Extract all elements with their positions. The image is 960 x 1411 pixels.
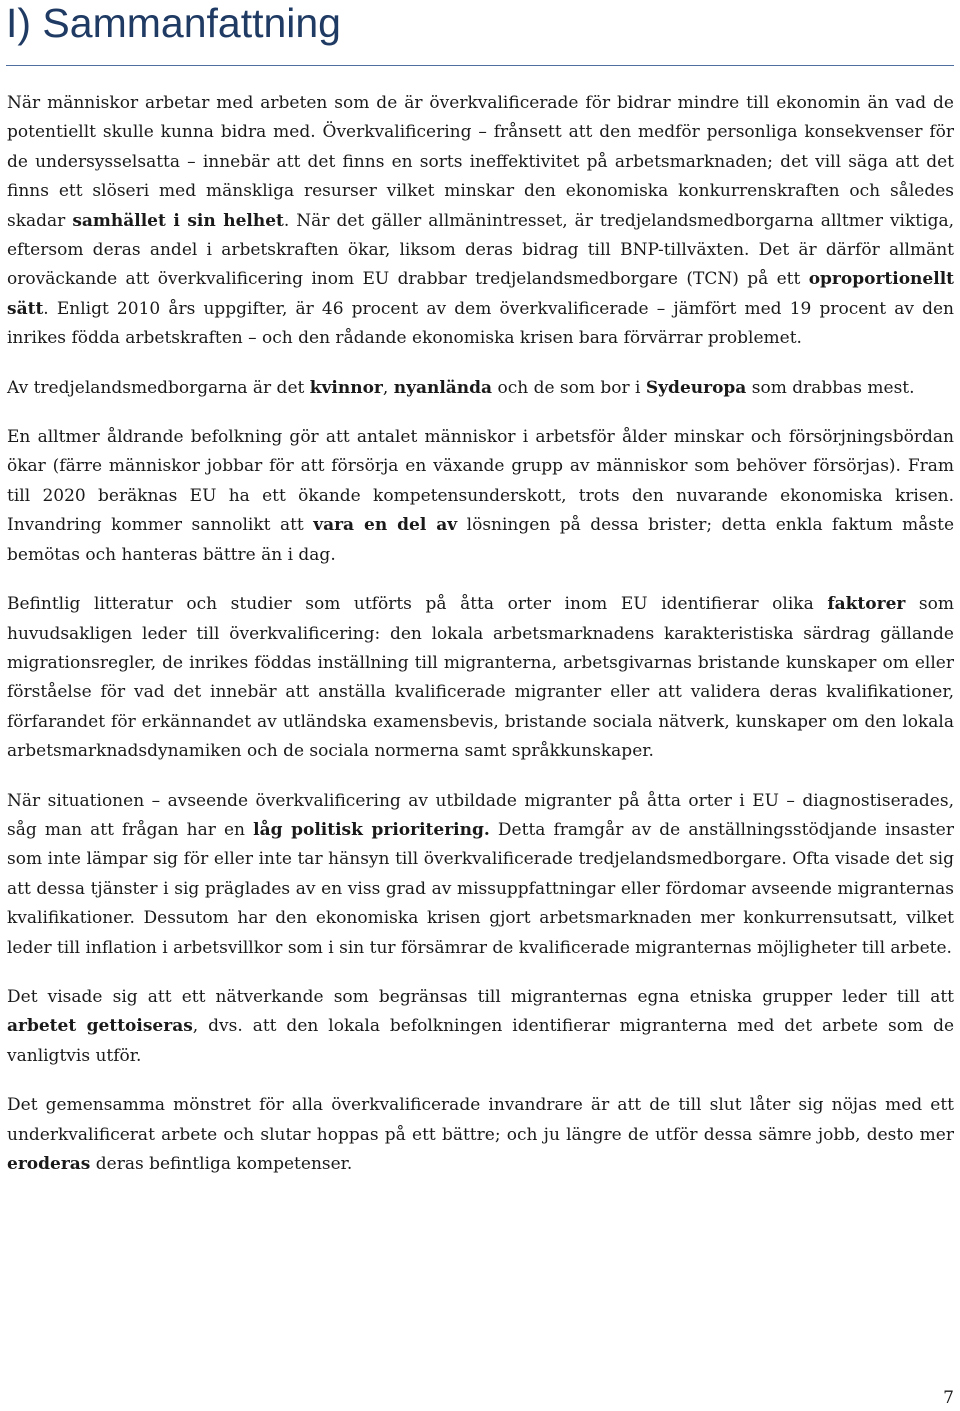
text-run: som huvudsakligen leder till överkvalificering: den lokala arbetsmarknadens karakteristiska särdrag gällande migrationsregler, de inrikes föddas inställning till migranterna, arbetsgivarnas bristande kunskaper om eller förståelse för vad det innebär att anställa kvalificerade migranter eller att validera deras kvalifikationer, förfarandet för erkännandet av utländska examensbevis, bristande sociala nätverk, kunskaper om den lokala arbetsmarknadsdynamiken och de sociala normerna samt språkkunskaper. xyxy=(7,594,955,762)
text-run: Detta framgår av de anställningsstödjande insaster som inte lämpar sig för eller inte tar hänsyn till överkvalificerade tredjelandsmedborgare. Ofta visade det sig att dessa tjänster i sig präglades av en viss grad av missuppfattningar eller fördomar avseende migranternas kvalifikationer. Dessutom har den ekonomiska krisen gjort arbetsmarknaden mer konkurrensutsatt, vilket leder till inflation i arbetsvillkor som i sin tur försämrar de kvalificerade migranternas möjligheter till arbete. xyxy=(7,819,954,958)
bold-phrase: Sydeuropa xyxy=(645,377,747,398)
page-title: I) Sammanfattning xyxy=(6,0,341,46)
document-body xyxy=(7,89,954,1199)
text-run: Befintlig litteratur och studier som utförts på åtta orter inom EU identifierar olika xyxy=(7,594,828,615)
paragraph xyxy=(7,983,954,1071)
text-run: Det visade sig att ett nätverkande som begränsas till migranternas egna etniska grupper leder till att xyxy=(7,986,954,1007)
bold-phrase: arbetet gettoiseras xyxy=(7,1016,193,1037)
text-run: . När det gäller allmänintresset, är tredjelandsmedborgarna alltmer viktiga, eftersom deras andel i arbetskraften ökar, liksom deras bidrag till BNP-tillväxten. Det är därför allmänt oroväckande att överkvalificering inom EU drabbar tredjelandsmedborgare (TCN) på ett xyxy=(7,210,954,290)
paragraph xyxy=(7,423,954,570)
text-run: , xyxy=(382,377,394,398)
paragraph xyxy=(7,590,954,766)
text-run: som drabbas mest. xyxy=(746,377,915,398)
text-run: , dvs. att den lokala befolkningen identifierar migranterna med det arbete som de vanligtvis utför. xyxy=(7,1016,955,1066)
text-run: . Enligt 2010 års uppgifter, är 46 procent av dem överkvalificerade – jämfört med 19 procent av den inrikes födda arbetskraften – och den rådande ekonomiska krisen bara förvärrar problemet. xyxy=(7,298,954,349)
bold-phrase: eroderas xyxy=(7,1154,91,1174)
bold-phrase: låg politisk prioritering. xyxy=(253,819,490,840)
text-run: deras befintliga kompetenser. xyxy=(90,1154,353,1174)
paragraph xyxy=(7,1091,954,1179)
bold-phrase: faktorer xyxy=(827,594,906,615)
paragraph xyxy=(7,374,954,403)
text-run: Det gemensamma mönstret för alla överkvalificerade invandrare är att de till slut låter sig nöjas med ett underkvalificerat arbete och slutar hoppas på ett bättre; och ju längre de utför dessa sämre jobb, desto mer xyxy=(7,1095,954,1145)
paragraph xyxy=(7,89,954,354)
bold-phrase: vara en del av xyxy=(313,515,458,536)
text-run: En alltmer åldrande befolkning gör att antalet människor i arbetsför ålder minskar och försörjningsbördan ökar (färre människor jobbar för att försörja en växande grupp av människor som behöver försörjas). Fram till 2020 beräknas EU ha ett ökande kompetensunderskott, trots den nuvarande ekonomiska krisen. Invandring kommer sannolikt att xyxy=(7,427,954,536)
bold-phrase: kvinnor xyxy=(309,377,383,398)
heading-divider xyxy=(6,65,954,66)
text-run: och de som bor i xyxy=(492,377,646,398)
bold-phrase: oproportionellt sätt xyxy=(7,269,954,319)
page-number: 7 xyxy=(943,1388,954,1408)
text-run: lösningen på dessa brister; detta enkla faktum måste bemötas och hanteras bättre än i dag. xyxy=(7,515,955,565)
text-run: När situationen – avseende överkvalificering av utbildade migranter på åtta orter i EU – diagnostiserades, såg man att frågan har en xyxy=(7,790,954,840)
bold-phrase: samhället i sin helhet xyxy=(72,210,284,231)
paragraph xyxy=(7,787,954,963)
bold-phrase: nyanlända xyxy=(393,377,493,398)
text-run: Av tredjelandsmedborgarna är det xyxy=(7,377,310,398)
text-run: När människor arbetar med arbeten som de är överkvalificerade för bidrar mindre till ekonomin än vad de potentiellt skulle kunna bidra med. Överkvalificering – frånsett att den medför personliga konsekvenser för de undersysselsatta – innebär att det finns en sorts ineffektivitet på arbetsmarknaden; det vill säga att det finns ett slöseri med mänskliga resurser vilket minskar den ekonomiska konkurrenskraften och således skadar xyxy=(7,93,954,231)
